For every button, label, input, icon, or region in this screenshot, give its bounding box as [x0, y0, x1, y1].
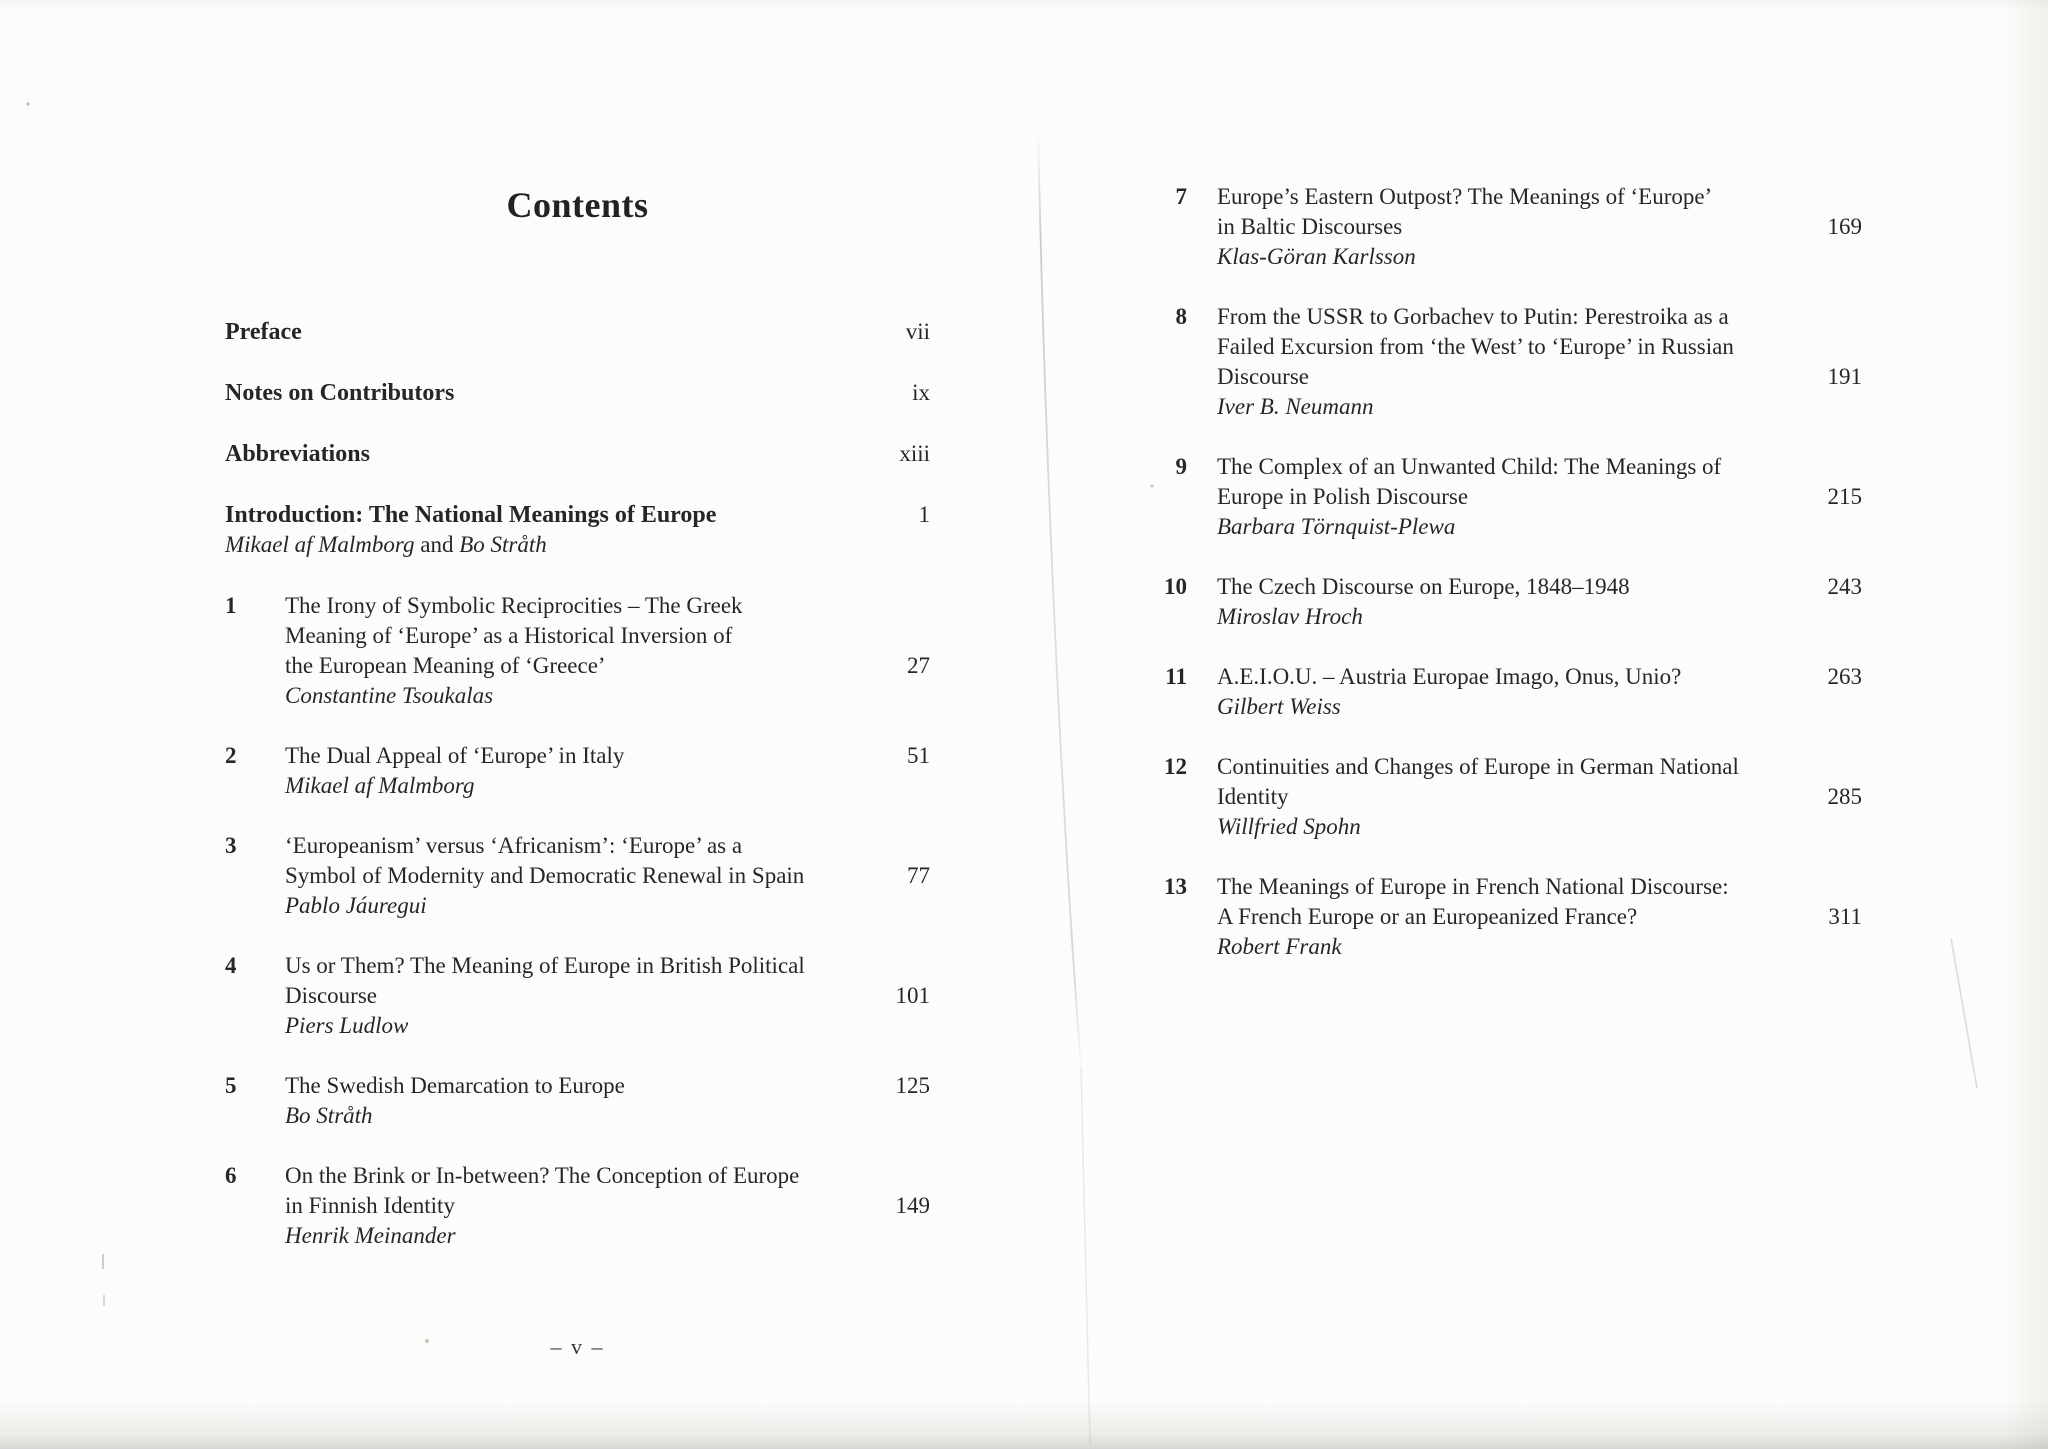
- entry-title-row: [225, 378, 930, 408]
- entry-author-part: Gilbert Weiss: [1217, 694, 1341, 719]
- entry-title-row: [285, 1071, 930, 1101]
- entry-page-number: xiii: [899, 441, 930, 466]
- entry-author-part: Robert Frank: [1217, 934, 1342, 959]
- entry-author: [1217, 392, 1862, 422]
- entry-number: 9: [1175, 454, 1187, 479]
- entry-page-number: 263: [1827, 664, 1862, 689]
- toc-entry: [225, 1071, 930, 1131]
- entry-page-number: 125: [895, 1073, 930, 1098]
- entry-body: [285, 831, 930, 921]
- entry-body: [285, 741, 930, 801]
- page-edge-shadow-top: [0, 0, 2048, 10]
- spine-crease: [1038, 126, 1081, 1068]
- toc-entry: [225, 317, 930, 347]
- entry-page-number: 101: [895, 983, 930, 1008]
- contents-heading: Contents: [506, 185, 649, 225]
- entry-page-number: vii: [905, 319, 930, 344]
- entry-title-row: [1217, 452, 1862, 512]
- entry-title-line: Failed Excursion from ‘the West’ to ‘Europe’ in Russian: [1217, 334, 1734, 359]
- entry-number: 6: [225, 1163, 237, 1188]
- left-page-entries: [225, 317, 930, 1251]
- entry-title-lines: [1217, 182, 1792, 242]
- entry-title-line: Identity: [1217, 784, 1289, 809]
- entry-number: 8: [1175, 304, 1187, 329]
- entry-author-part: Willfried Spohn: [1217, 814, 1361, 839]
- entry-author: [285, 1221, 930, 1251]
- toc-entry: [225, 378, 930, 408]
- entry-body: [225, 500, 930, 560]
- entry-page-number: 243: [1827, 574, 1862, 599]
- entry-page-number: 285: [1827, 784, 1862, 809]
- entry-title-line: Continuities and Changes of Europe in German National: [1217, 754, 1739, 779]
- entry-number: 13: [1164, 874, 1187, 899]
- entry-number: 12: [1164, 754, 1187, 779]
- entry-number: 3: [225, 833, 237, 858]
- entry-number: 11: [1165, 664, 1187, 689]
- entry-author-part: Pablo Jáuregui: [285, 893, 427, 918]
- entry-title-row: [1217, 662, 1862, 692]
- entry-title-row: [285, 951, 930, 1011]
- entry-title-line: Discourse: [285, 983, 377, 1008]
- entry-title-line: Preface: [225, 319, 302, 345]
- page-edge-shadow-bottom: [0, 1401, 2048, 1449]
- entry-title-lines: [1217, 662, 1792, 692]
- entry-title-lines: [285, 1071, 860, 1101]
- entry-page-number: 1: [918, 502, 930, 527]
- entry-title-line: Introduction: The National Meanings of Europe: [225, 502, 717, 528]
- toc-entry: [1157, 452, 1862, 542]
- entry-author-part: Mikael af Malmborg: [225, 532, 415, 557]
- entry-author-part: Barbara Törnquist-Plewa: [1217, 514, 1456, 539]
- entry-title-lines: [285, 1161, 860, 1221]
- scan-speck: [102, 1254, 104, 1269]
- entry-author-part: Mikael af Malmborg: [285, 773, 475, 798]
- toc-entry: [1157, 302, 1862, 422]
- entry-title-lines: [1217, 572, 1792, 602]
- entry-title-lines: [225, 500, 860, 530]
- right-page: [1157, 182, 1862, 992]
- entry-title-lines: [225, 378, 860, 408]
- entry-title-lines: [285, 591, 860, 681]
- toc-entry: [1157, 572, 1862, 632]
- entry-body: [285, 591, 930, 711]
- entry-author-part: Bo Stråth: [285, 1103, 373, 1128]
- entry-title-lines: [1217, 302, 1792, 392]
- entry-page-number: 169: [1827, 214, 1862, 239]
- entry-author: [285, 1101, 930, 1131]
- entry-page-number: 311: [1828, 904, 1862, 929]
- entry-author: [1217, 812, 1862, 842]
- entry-title-row: [1217, 572, 1862, 602]
- entry-page-number: 191: [1827, 364, 1862, 389]
- entry-number: 1: [225, 593, 237, 618]
- entry-number: 7: [1175, 184, 1187, 209]
- entry-author: [1217, 512, 1862, 542]
- entry-page-number: 77: [907, 863, 930, 888]
- page-folio: – v –: [550, 1334, 605, 1359]
- entry-author: [285, 771, 930, 801]
- spine-crease-lower: [1081, 1068, 1090, 1444]
- entry-page-number: 51: [907, 743, 930, 768]
- entry-author: [1217, 932, 1862, 962]
- entry-page-number: 27: [907, 653, 930, 678]
- entry-author-part: Iver B. Neumann: [1217, 394, 1374, 419]
- toc-entry: [1157, 182, 1862, 272]
- entry-title-row: [285, 591, 930, 681]
- entry-author-part: Miroslav Hroch: [1217, 604, 1363, 629]
- entry-title-lines: [225, 439, 860, 469]
- entry-title-row: [1217, 302, 1862, 392]
- toc-entry: [225, 1161, 930, 1251]
- entry-title-row: [1217, 872, 1862, 932]
- entry-title-line: Europe in Polish Discourse: [1217, 484, 1469, 509]
- entry-title-lines: [285, 831, 860, 891]
- entry-body: [225, 317, 930, 347]
- toc-entry: [225, 741, 930, 801]
- entry-body: [1217, 572, 1862, 632]
- entry-title-row: [225, 439, 930, 469]
- entry-title-line: Symbol of Modernity and Democratic Renewal in Spain: [285, 863, 805, 888]
- scan-speck: [26, 102, 29, 105]
- entry-title-row: [225, 500, 930, 530]
- entry-title-line: ‘Europeanism’ versus ‘Africanism’: ‘Europe’ as a: [285, 833, 743, 858]
- entry-author: [1217, 602, 1862, 632]
- entry-title-line: the European Meaning of ‘Greece’: [285, 653, 606, 678]
- entry-title-line: Notes on Contributors: [225, 380, 455, 406]
- entry-title-line: From the USSR to Gorbachev to Putin: Perestroika as a: [1217, 304, 1729, 329]
- entry-title-lines: [1217, 872, 1792, 932]
- toc-entry: [225, 500, 930, 560]
- entry-title-line: The Swedish Demarcation to Europe: [285, 1073, 625, 1098]
- entry-title-line: The Czech Discourse on Europe, 1848–1948: [1217, 574, 1630, 599]
- entry-body: [1217, 452, 1862, 542]
- toc-entry: [1157, 872, 1862, 962]
- entry-body: [285, 951, 930, 1041]
- toc-entry: [1157, 662, 1862, 722]
- entry-title-lines: [285, 741, 860, 771]
- entry-title-line: in Finnish Identity: [285, 1193, 455, 1218]
- scan-speck: [103, 1295, 105, 1306]
- entry-title-line: in Baltic Discourses: [1217, 214, 1403, 239]
- toc-entry: [225, 951, 930, 1041]
- entry-title-line: The Meanings of Europe in French National Discourse:: [1217, 874, 1729, 899]
- entry-author-part: Klas-Göran Karlsson: [1217, 244, 1416, 269]
- entry-page-number: 215: [1827, 484, 1862, 509]
- entry-author: [225, 530, 930, 560]
- scan-scratch: [1951, 938, 1977, 1088]
- entry-page-number: 149: [895, 1193, 930, 1218]
- entry-author-part: Constantine Tsoukalas: [285, 683, 494, 708]
- entry-author-part: Bo Stråth: [459, 532, 547, 557]
- entry-author: [285, 891, 930, 921]
- entry-body: [225, 378, 930, 408]
- entry-title-line: The Complex of an Unwanted Child: The Meanings of: [1217, 454, 1722, 479]
- entry-title-line: The Dual Appeal of ‘Europe’ in Italy: [285, 743, 625, 768]
- entry-author: [1217, 242, 1862, 272]
- entry-author-part: Piers Ludlow: [285, 1013, 409, 1038]
- scan-speck: [1150, 484, 1153, 487]
- entry-body: [225, 439, 930, 469]
- page-edge-shadow-right: [2004, 0, 2048, 1449]
- entry-title-line: Abbreviations: [225, 441, 370, 467]
- entry-title-line: A French Europe or an Europeanized France?: [1217, 904, 1638, 929]
- entry-title-row: [1217, 182, 1862, 242]
- entry-title-line: Europe’s Eastern Outpost? The Meanings of ‘Europe’: [1217, 184, 1713, 209]
- entry-page-number: ix: [912, 380, 930, 405]
- entry-title-line: Us or Them? The Meaning of Europe in British Political: [285, 953, 805, 978]
- right-page-entries: [1157, 182, 1862, 962]
- entry-title-lines: [285, 951, 860, 1011]
- entry-title-row: [285, 831, 930, 891]
- entry-author-part: and: [414, 532, 460, 557]
- entry-title-row: [285, 741, 930, 771]
- entry-body: [1217, 752, 1862, 842]
- left-page: [225, 183, 930, 1281]
- entry-number: 5: [225, 1073, 237, 1098]
- entry-title-lines: [1217, 752, 1792, 812]
- entry-author: [285, 1011, 930, 1041]
- entry-title-line: On the Brink or In-between? The Conception of Europe: [285, 1163, 800, 1188]
- entry-title-line: The Irony of Symbolic Reciprocities – The Greek: [285, 593, 743, 618]
- entry-title-row: [1217, 752, 1862, 812]
- entry-author: [1217, 692, 1862, 722]
- entry-body: [1217, 662, 1862, 722]
- entry-title-lines: [1217, 452, 1792, 512]
- entry-body: [1217, 302, 1862, 422]
- entry-body: [1217, 182, 1862, 272]
- toc-entry: [1157, 752, 1862, 842]
- entry-title-line: Discourse: [1217, 364, 1309, 389]
- entry-body: [1217, 872, 1862, 962]
- entry-number: 10: [1164, 574, 1187, 599]
- entry-body: [285, 1161, 930, 1251]
- entry-body: [285, 1071, 930, 1131]
- entry-title-row: [285, 1161, 930, 1221]
- entry-title-lines: [225, 317, 860, 347]
- toc-entry: [225, 831, 930, 921]
- entry-title-line: A.E.I.O.U. – Austria Europae Imago, Onus, Unio?: [1217, 664, 1682, 689]
- toc-entry: [225, 591, 930, 711]
- entry-number: 4: [225, 953, 237, 978]
- toc-entry: [225, 439, 930, 469]
- entry-number: 2: [225, 743, 237, 768]
- entry-title-line: Meaning of ‘Europe’ as a Historical Inversion of: [285, 623, 733, 648]
- entry-author-part: Henrik Meinander: [285, 1223, 456, 1248]
- entry-author: [285, 681, 930, 711]
- entry-title-row: [225, 317, 930, 347]
